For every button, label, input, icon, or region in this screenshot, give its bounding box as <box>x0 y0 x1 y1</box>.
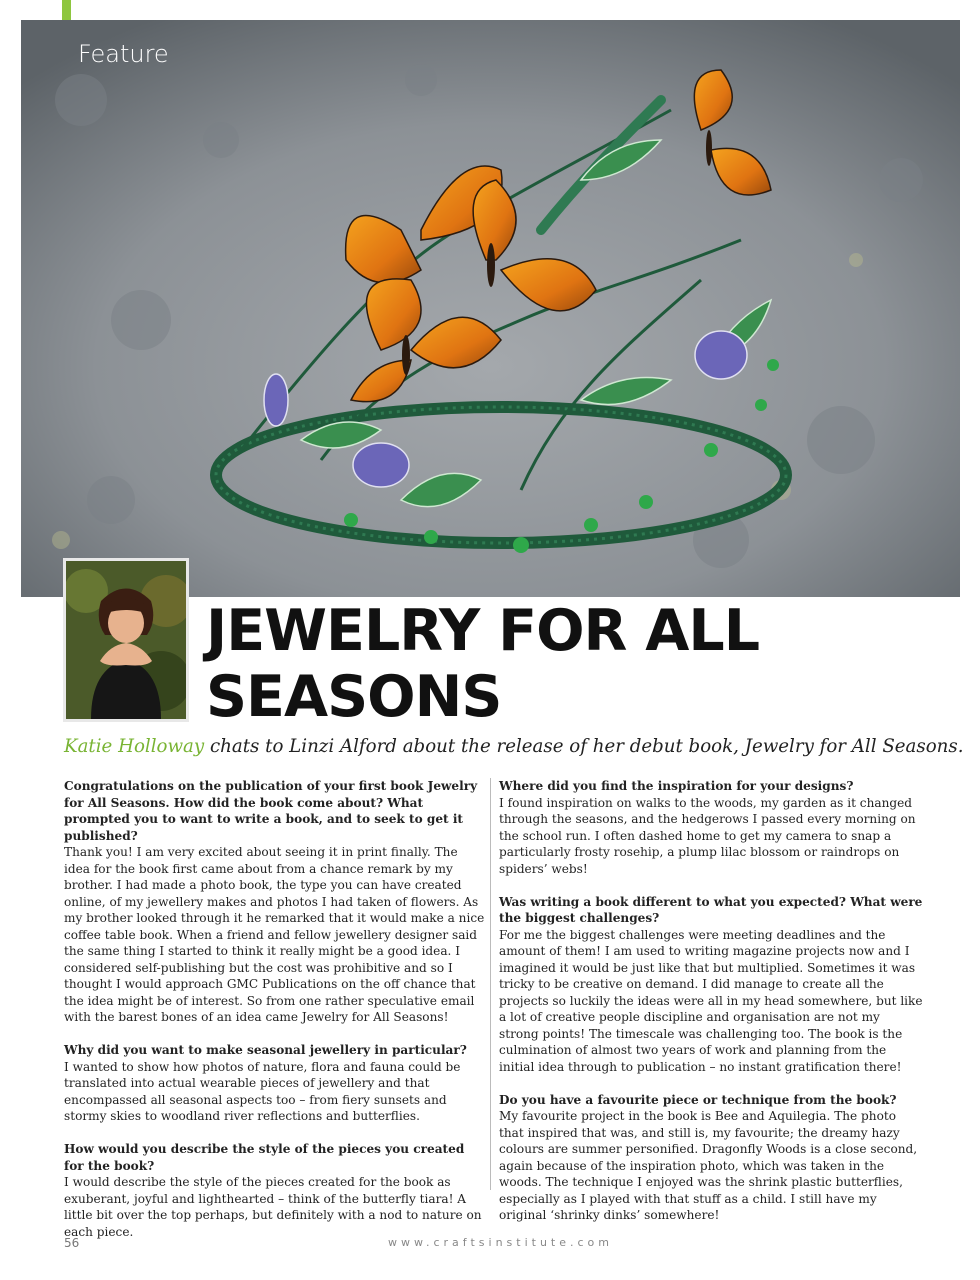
question: Congratulations on the publication of your first book Jewelry for All Seasons. How did the book come about? What prompted you to want to write a book, and to seek to get it published? <box>64 779 478 843</box>
qa-block <box>499 1092 923 1224</box>
hero-photo-butterfly-tiara <box>21 20 960 597</box>
column-divider <box>490 778 491 1190</box>
footer-url: www.craftsinstitute.com <box>388 1236 613 1249</box>
question: How would you describe the style of the pieces you created for the book? <box>64 1142 465 1173</box>
title-line-2: SEASONS <box>206 664 502 730</box>
answer: I wanted to show how photos of nature, flora and fauna could be translated into actual wearable pieces of jewellery and that encompassed all seasonal aspects too – from fiery sunsets and stormy skies to woodland river reflections and butterflies. <box>64 1059 461 1123</box>
standfirst <box>64 736 964 757</box>
question: Do you have a favourite piece or technique from the book? <box>499 1092 897 1107</box>
qa-block <box>499 894 923 1076</box>
qa-block <box>64 778 486 1026</box>
standfirst-author: Katie Holloway <box>64 736 205 757</box>
section-label: Feature <box>78 40 169 68</box>
question: Why did you want to make seasonal jewellery in particular? <box>64 1043 467 1057</box>
article-title <box>206 598 946 730</box>
author-portrait-photo <box>63 558 189 722</box>
answer: My favourite project in the book is Bee and Aquilegia. The photo that inspired that was, and still is, my favourite; the dreamy hazy colours are summer personified. Dragonfly Woods is a close second, again because of the inspiration photo, which was taken in the woods. The technique I enjoyed was the shrink plastic butterflies, especially as I played with that stuff as a child. I still have my original ‘shrinky dinks’ somewhere! <box>499 1109 918 1222</box>
left-column <box>64 778 486 1257</box>
answer: I would describe the style of the pieces created for the book as exuberant, joyful and lighthearted – think of the butterfly tiara! A little bit over the top perhaps, but definitely with a nod to nature on each piece. <box>64 1175 482 1239</box>
title-line-1: JEWELRY FOR ALL <box>206 598 760 664</box>
question: Where did you find the inspiration for your designs? <box>499 779 854 793</box>
answer: I found inspiration on walks to the woods, my garden as it changed through the seasons, and the hedgerows I passed every morning on the school run. I often dashed home to get my camera to snap a particularly frosty rosehip, a plump lilac blossom or raindrops on spiders’ webs! <box>499 795 916 876</box>
answer: Thank you! I am very excited about seeing it in print finally. The idea for the book first came about from a chance remark by my brother. I had made a photo book, the type you can have created online, of my jewellery makes and photos I had taken of flowers. As my brother looked through it he remarked that it would make a nice coffee table book. When a friend and fellow jewellery designer said the same thing I started to think it really might be a good idea. I considered self-publishing but the cost was prohibitive and so I thought I would approach GMC Publications on the off chance that the idea might be of interest. So from one rather speculative email with the barest bones of an idea came Jewelry for All Seasons! <box>64 845 485 1024</box>
answer: For me the biggest challenges were meeting deadlines and the amount of them! I am used to writing magazine projects now and I imagined it would be just like that but multiplied. Sometimes it was tricky to be creative on demand. I did manage to create all the projects so luckily the ideas were all in my head somewhere, but like a lot of creative people discipline and organisation are not my strong points! The timescale was challenging too. The book is the culmination of almost two years of work and planning from the initial idea through to publication – no instant gratification there! <box>499 927 923 1074</box>
right-column <box>499 778 923 1240</box>
qa-block <box>64 1042 486 1125</box>
page-number: 56 <box>64 1236 80 1250</box>
qa-block <box>64 1141 486 1240</box>
qa-block <box>499 778 923 877</box>
question: Was writing a book different to what you expected? What were the biggest challenges? <box>499 894 923 925</box>
standfirst-text: chats to Linzi Alford about the release of her debut book, Jewelry for All Seasons. <box>204 736 964 757</box>
